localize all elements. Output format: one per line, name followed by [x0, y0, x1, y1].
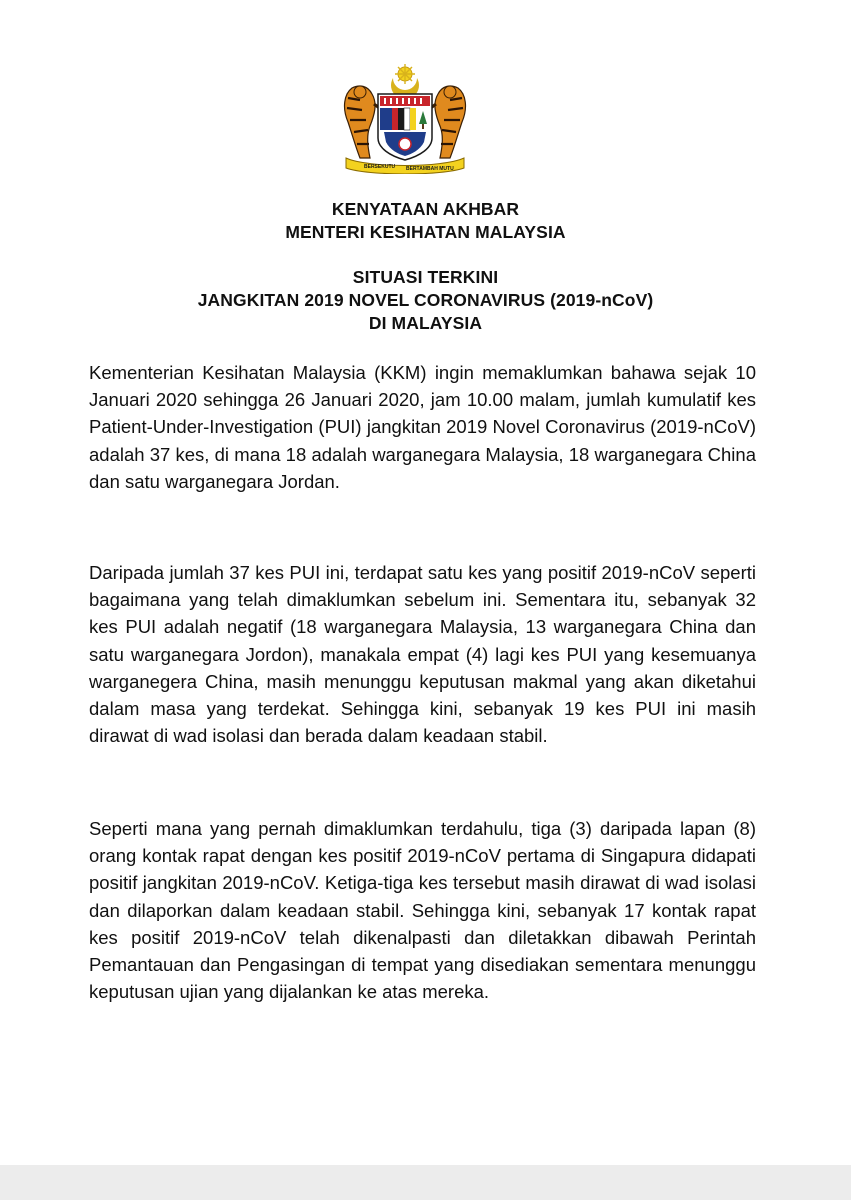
left-tiger-icon [345, 86, 382, 158]
subheader-line-2: JANGKITAN 2019 NOVEL CORONAVIRUS (2019-nCoV) [197, 290, 654, 310]
subheader-line-1: SITUASI TERKINI [352, 267, 499, 287]
header-line-2: MENTERI KESIHATAN MALAYSIA [285, 222, 566, 242]
subheader-line-3: DI MALAYSIA [368, 313, 483, 333]
right-tiger-icon [428, 86, 465, 158]
coat-of-arms-emblem [338, 64, 472, 174]
paragraph-2: Daripada jumlah 37 kes PUI ini, terdapat satu kes yang positif 2019-nCoV seperti bagaimana yang telah dimaklumkan sebelum ini. Sementara itu, sebanyak 32 kes PUI adalah negatif (18 warganegara Malaysia, 13 warganegara China dan satu warganegara Jordon), manakala empat (4) lagi kes PUI yang kesemuanya warganegera China, masih menunggu keputusan makmal yang akan diketahui dalam masa yang terdekat. Sehingga kini, sebanyak 19 kes PUI ini masih dirawat di wad isolasi dan berada dalam keadaan stabil. [89, 562, 756, 747]
press-statement-header [0, 198, 851, 244]
header-line-1: KENYATAAN AKHBAR [331, 199, 520, 219]
paragraph-1: Kementerian Kesihatan Malaysia (KKM) ingin memaklumkan bahawa sejak 10 Januari 2020 sehingga 26 Januari 2020, jam 10.00 malam, jumlah kumulatif kes Patient-Under-Investigation (PUI) jangkitan 2019 Novel Coronavirus (2019-nCoV) adalah 37 kes, di mana 18 adalah warganegara Malaysia, 18 warganegara China dan satu warganegara Jordan. [89, 362, 756, 492]
star-icon [395, 64, 415, 84]
motto-right-text: BERTAMBAH MUTU [406, 166, 454, 172]
paragraph-3: Seperti mana yang pernah dimaklumkan terdahulu, tiga (3) daripada lapan (8) orang kontak rapat dengan kes positif 2019-nCoV pertama di Singapura didapati positif jangkitan 2019-nCoV. Ketiga-tiga kes tersebut masih dirawat di wad isolasi dan dilaporkan dalam keadaan stabil. Sehingga kini, sebanyak 17 kontak rapat kes positif 2019-nCoV telah dikenalpasti dan diletakkan dibawah Perintah Pemantauan dan Pengasingan di tempat yang disediakan sementara menunggu keputusan ujian yang dijalankan ke atas mereka. [89, 818, 756, 1003]
subject-header [0, 266, 851, 335]
motto-left-text: BERSEKUTU [364, 164, 396, 170]
shield-icon [378, 94, 432, 160]
